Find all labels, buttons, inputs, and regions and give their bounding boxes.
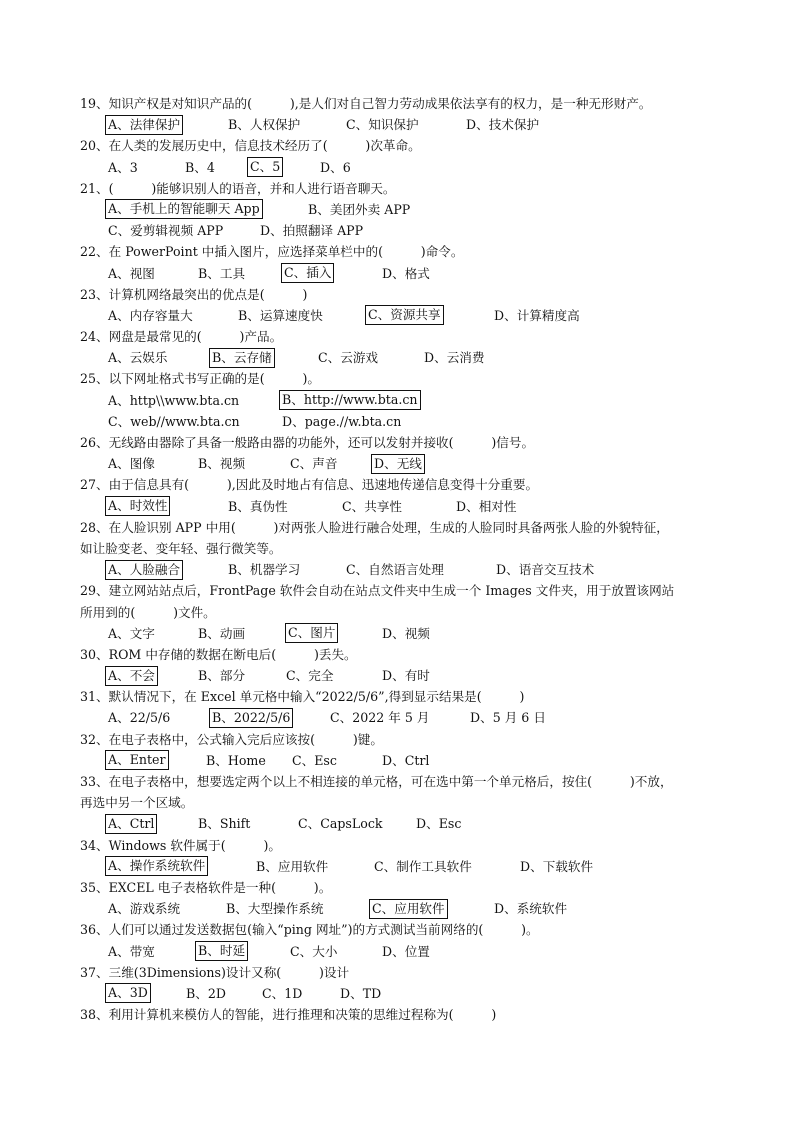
option-row [0, 941, 794, 962]
question-item [0, 729, 794, 771]
question-stem: 27、由于信息具有( ),因此及时地占有信息、迅速地传递信息变得十分重要。 [80, 477, 539, 493]
question-item [0, 1004, 794, 1025]
answer-option: D、格式 [382, 265, 430, 281]
question-stem: 22、在 PowerPoint 中插入图片，应选择菜单栏中的( )命令。 [80, 244, 464, 260]
question-item [0, 962, 794, 1004]
answer-option-correct: A、3D [108, 985, 148, 1001]
answer-option: A、云娱乐 [108, 350, 168, 366]
option-row [0, 856, 794, 877]
answer-option-correct: A、Ctrl [108, 815, 155, 831]
answer-option: D、视频 [382, 625, 430, 641]
answer-option: B、部分 [198, 668, 246, 684]
answer-option: A、带宽 [108, 943, 155, 959]
answer-option: B、应用软件 [256, 858, 329, 874]
answer-option: C、web//www.bta.cn [108, 413, 240, 429]
answer-option-correct: C、5 [250, 159, 281, 175]
answer-option: D、相对性 [456, 498, 517, 514]
option-row [0, 199, 794, 220]
answer-option: D、技术保护 [466, 117, 540, 133]
answer-option-correct: C、图片 [288, 625, 336, 641]
option-row [0, 898, 794, 919]
question-item [0, 284, 794, 326]
answer-option: D、系统软件 [494, 901, 568, 917]
answer-option: D、下载软件 [520, 858, 594, 874]
answer-option: B、4 [185, 159, 215, 175]
answer-option: A、视图 [108, 265, 155, 281]
question-item [0, 474, 794, 516]
question-stem: 31、默认情况下，在 Excel 单元格中输入“2022/5/6”,得到显示结果是( ) [80, 689, 525, 705]
answer-option-correct: A、时效性 [108, 498, 168, 514]
answer-option: B、动画 [198, 625, 246, 641]
question-stem: 34、Windows 软件属于( )。 [80, 837, 281, 853]
option-row [0, 263, 794, 284]
answer-option: B、机器学习 [228, 562, 301, 578]
option-row [0, 305, 794, 326]
answer-option: D、有时 [382, 668, 430, 684]
answer-option: B、Shift [198, 816, 251, 832]
answer-option-correct: A、人脸融合 [108, 561, 181, 577]
answer-option-correct: C、资源共享 [368, 307, 441, 323]
answer-option: A、游戏系统 [108, 901, 181, 917]
answer-option: B、大型操作系统 [226, 901, 324, 917]
question-item [0, 835, 794, 877]
answer-option-correct: A、操作系统软件 [108, 858, 206, 874]
answer-option-correct: B、2022/5/6 [212, 709, 291, 725]
question-item [0, 432, 794, 474]
answer-option: D、TD [340, 985, 382, 1001]
answer-option-correct: C、插入 [284, 265, 332, 280]
answer-option: D、拍照翻译 APP [260, 223, 364, 239]
question-stem-continued: 所用到的( )文件。 [80, 604, 216, 620]
question-stem: 30、ROM 中存储的数据在断电后( )丢失。 [80, 646, 357, 662]
answer-option: B、人权保护 [228, 117, 301, 133]
answer-option: D、计算精度高 [494, 307, 580, 323]
answer-option: A、22/5/6 [108, 710, 171, 726]
option-row [0, 411, 794, 432]
question-stem: 33、在电子表格中，想要选定两个以上不相连接的单元格，可在选中第一个单元格后，按住( )不放， [80, 774, 673, 789]
option-row [0, 220, 794, 241]
answer-option-correct: A、不会 [108, 667, 155, 683]
answer-option-correct: A、手机上的智能聊天 App [108, 201, 260, 217]
answer-option: C、声音 [290, 456, 338, 472]
answer-option: D、Esc [416, 816, 462, 832]
answer-option: A、3 [108, 159, 138, 175]
answer-option: B、视频 [198, 456, 246, 472]
answer-option-correct: B、时延 [198, 943, 246, 958]
option-row [0, 114, 794, 135]
option-row [0, 623, 794, 644]
answer-option: A、内存容量大 [108, 307, 193, 323]
answer-option: C、完全 [286, 668, 334, 684]
answer-option: D、Ctrl [382, 752, 430, 768]
answer-option: A、http\\www.bta.cn [108, 392, 240, 408]
question-stem: 26、无线路由器除了具备一般路由器的功能外，还可以发射并接收( )信号。 [80, 435, 535, 450]
question-stem: 29、建立网站站点后，FrontPage 软件会自动在站点文件夹中生成一个 Images 文件夹，用于放置该网站 [80, 583, 675, 599]
question-page [0, 93, 794, 1025]
question-stem: 35、EXCEL 电子表格软件是一种( )。 [80, 879, 332, 895]
answer-option: C、大小 [290, 943, 338, 959]
answer-option-correct: B、http://www.bta.cn [282, 392, 418, 408]
answer-option-correct: C、应用软件 [372, 900, 445, 916]
question-item [0, 241, 794, 283]
answer-option: C、爱剪辑视频 APP [108, 223, 224, 239]
question-stem: 21、( )能够识别人的语音，并和人进行语音聊天。 [80, 180, 396, 196]
answer-option: C、云游戏 [318, 350, 379, 366]
option-row [0, 813, 794, 834]
answer-option: C、自然语言处理 [346, 562, 444, 578]
answer-option: B、2D [186, 985, 226, 1001]
answer-option: C、知识保护 [346, 117, 419, 133]
question-item [0, 686, 794, 728]
question-stem: 19、知识产权是对知识产品的( ),是人们对自己智力劳动成果依法享有的权力，是一种无形财产。 [80, 96, 652, 111]
question-item [0, 877, 794, 919]
answer-option: C、Esc [292, 752, 337, 768]
option-row [0, 157, 794, 178]
question-stem: 28、在人脸识别 APP 中用( )对两张人脸进行融合处理，生成的人脸同时具备两张人脸的外貌特征， [80, 519, 669, 535]
answer-option: C、2022 年 5 月 [330, 710, 430, 726]
option-row [0, 707, 794, 728]
answer-option: D、6 [320, 159, 351, 175]
question-stem: 20、在人类的发展历史中，信息技术经历了( )次革命。 [80, 138, 421, 154]
answer-option-correct: A、Enter [108, 752, 166, 768]
option-row [0, 559, 794, 580]
answer-option: C、共享性 [342, 498, 403, 514]
answer-option: B、工具 [198, 265, 246, 281]
option-row [0, 496, 794, 517]
question-item [0, 178, 794, 242]
question-item [0, 93, 794, 135]
question-stem: 36、人们可以通过发送数据包(输入“ping 网址”)的方式测试当前网络的( )。 [80, 922, 539, 938]
option-row [0, 665, 794, 686]
question-stem-continued: 再选中另一个区域。 [80, 795, 194, 811]
question-item [0, 135, 794, 177]
question-stem: 25、以下网址格式书写正确的是( )。 [80, 371, 320, 387]
question-item [0, 771, 794, 835]
answer-option: C、1D [262, 985, 303, 1001]
option-row [0, 453, 794, 474]
answer-option: B、运算速度快 [238, 307, 323, 323]
question-item [0, 326, 794, 368]
answer-option: D、位置 [382, 943, 430, 959]
question-stem: 37、三维(3Dimensions)设计又称( )设计 [80, 964, 350, 980]
option-row [0, 390, 794, 411]
answer-option: D、page.//w.bta.cn [282, 413, 402, 429]
question-item [0, 580, 794, 644]
question-stem: 32、在电子表格中，公式输入完后应该按( )键。 [80, 731, 383, 747]
question-stem-continued: 如让脸变老、变年轻、强行微笑等。 [80, 540, 282, 556]
answer-option-correct: B、云存储 [212, 349, 272, 365]
question-item [0, 919, 794, 961]
answer-option: D、云消费 [424, 350, 485, 366]
question-stem: 38、利用计算机来模仿人的智能，进行推理和决策的思维过程称为( ) [80, 1007, 497, 1023]
answer-option: B、Home [206, 752, 266, 768]
answer-option: B、美团外卖 APP [308, 201, 411, 217]
answer-option: D、5 月 6 日 [470, 710, 546, 726]
question-stem: 23、计算机网络最突出的优点是( ) [80, 286, 308, 302]
question-stem: 24、网盘是最常见的( )产品。 [80, 329, 283, 345]
answer-option: A、文字 [108, 625, 155, 641]
answer-option: B、真伪性 [228, 498, 288, 514]
question-item [0, 517, 794, 581]
answer-option: C、制作工具软件 [374, 858, 472, 874]
option-row [0, 983, 794, 1004]
question-item [0, 644, 794, 686]
option-row [0, 750, 794, 771]
option-row [0, 347, 794, 368]
answer-option: D、语音交互技术 [496, 562, 595, 578]
answer-option-correct: D、无线 [374, 455, 422, 471]
answer-option: A、图像 [108, 456, 155, 472]
answer-option-correct: A、法律保护 [108, 116, 181, 132]
answer-option: C、CapsLock [298, 816, 383, 832]
question-item [0, 368, 794, 432]
